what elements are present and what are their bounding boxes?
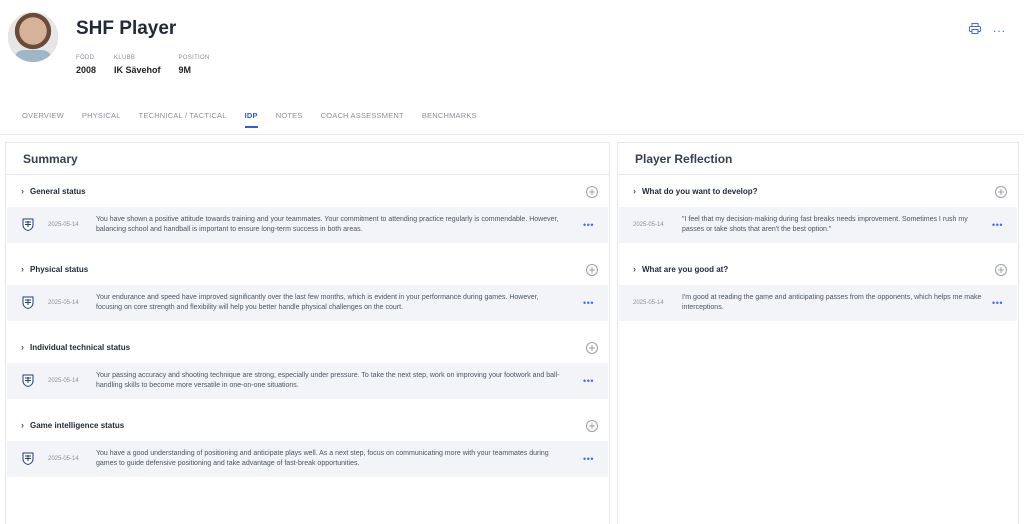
section-title: What do you want to develop?	[642, 186, 758, 196]
meta-value: 9M	[178, 65, 192, 75]
chevron-right-icon: ›	[21, 186, 24, 196]
entry-text: You have a good understanding of positioning and anticipate plays well. As a next step, focus on communicating more with your teammates during games to guide defensive positioning and take advantage of fast-break opportunities.	[96, 450, 549, 467]
entry-date: 2025-05-14	[48, 456, 79, 462]
meta-label: POSITION	[178, 55, 210, 61]
chevron-right-icon: ›	[633, 186, 636, 196]
tab-physical[interactable]: PHYSICAL	[81, 111, 121, 120]
section-header[interactable]	[6, 331, 609, 363]
avatar	[8, 12, 58, 62]
more-options-icon[interactable]: •••	[583, 454, 594, 464]
club-logo-icon	[22, 374, 34, 387]
reflection-title: Player Reflection	[618, 143, 1018, 175]
reflection-entry	[619, 207, 1017, 243]
entry-text: Your endurance and speed have improved significantly over the last few months, which is evident in your performance during games. However, focusing on core strength and flexibility will help you better handle physical challenges on the court.	[96, 294, 539, 311]
entry-date: 2025-05-14	[48, 300, 79, 306]
reflection-section-good-at	[618, 253, 1018, 331]
more-options-icon[interactable]: •••	[583, 298, 594, 308]
add-circle-icon[interactable]	[586, 186, 598, 198]
entry-text: "I feel that my decision-making during fast breaks needs improvement. Sometimes I rush my passes or take shots that aren't the best option."	[682, 216, 968, 233]
reflection-entry	[619, 285, 1017, 321]
chevron-right-icon: ›	[21, 342, 24, 352]
summary-section-physical	[6, 253, 609, 331]
section-title: Game intelligence status	[30, 420, 125, 430]
club-logo-icon	[22, 296, 34, 309]
meta-position	[179, 55, 210, 75]
player-meta	[76, 55, 210, 75]
tab-bar	[22, 111, 477, 126]
chevron-right-icon: ›	[21, 420, 24, 430]
summary-entry	[7, 363, 608, 399]
club-logo-icon	[22, 452, 34, 465]
section-title: Individual technical status	[30, 342, 131, 352]
entry-date: 2025-05-14	[48, 378, 79, 384]
summary-section-general	[6, 175, 609, 253]
more-options-icon[interactable]: ...	[992, 21, 1006, 35]
section-header[interactable]	[6, 409, 609, 441]
section-title: General status	[30, 186, 86, 196]
summary-entry	[7, 285, 608, 321]
section-title: Physical status	[30, 264, 89, 274]
print-icon[interactable]	[969, 23, 981, 34]
tab-coach-assessment[interactable]: COACH ASSESSMENT	[320, 111, 404, 120]
entry-text: You have shown a positive attitude towards training and your teammates. Your commitment to attending practice regularly is commendable. However, balancing school and handball is important to ensure long-term success in both areas.	[96, 216, 559, 233]
meta-value: 2008	[76, 65, 97, 75]
entry-date: 2025-05-14	[48, 222, 79, 228]
add-circle-icon[interactable]	[995, 186, 1007, 198]
meta-club	[114, 55, 161, 75]
reflection-section-develop	[618, 175, 1018, 253]
summary-section-technical	[6, 331, 609, 409]
section-title: What are you good at?	[642, 264, 729, 274]
player-header	[0, 0, 1024, 96]
header-actions	[969, 23, 1006, 34]
tab-technical-tactical[interactable]: TECHNICAL / TACTICAL	[138, 111, 227, 120]
more-options-icon[interactable]: •••	[583, 376, 594, 386]
summary-title: Summary	[6, 143, 609, 175]
reflection-panel	[617, 142, 1019, 524]
summary-entry	[7, 207, 608, 243]
tab-idp[interactable]: IDP	[245, 111, 258, 126]
tab-benchmarks[interactable]: BENCHMARKS	[421, 111, 477, 120]
summary-panel	[5, 142, 610, 524]
section-header[interactable]	[6, 253, 609, 285]
chevron-right-icon: ›	[21, 264, 24, 274]
meta-label: FÖDD	[76, 55, 95, 61]
chevron-right-icon: ›	[633, 264, 636, 274]
summary-section-game-intelligence	[6, 409, 609, 487]
tab-overview[interactable]: OVERVIEW	[22, 111, 64, 120]
section-header[interactable]	[6, 175, 609, 207]
meta-born	[76, 55, 96, 75]
section-header[interactable]	[618, 175, 1018, 207]
add-circle-icon[interactable]	[586, 420, 598, 432]
section-header[interactable]	[618, 253, 1018, 285]
add-circle-icon[interactable]	[586, 342, 598, 354]
entry-text: Your passing accuracy and shooting technique are strong, especially under pressure. To take the next step, work on improving your footwork and ball-handling skills to become more versatile in one-on-one situations.	[96, 372, 560, 389]
add-circle-icon[interactable]	[995, 264, 1007, 276]
header-divider	[0, 134, 1024, 135]
summary-entry	[7, 441, 608, 477]
player-name: SHF Player	[76, 18, 177, 39]
meta-label: KLUBB	[114, 55, 136, 61]
club-logo-icon	[22, 218, 34, 231]
more-options-icon[interactable]: •••	[992, 220, 1003, 230]
entry-text: I'm good at reading the game and anticipating passes from the opponents, which helps me make interceptions.	[682, 294, 982, 311]
more-options-icon[interactable]: •••	[583, 220, 594, 230]
meta-value: IK Sävehof	[114, 65, 161, 75]
more-options-icon[interactable]: •••	[992, 298, 1003, 308]
entry-date: 2025-05-14	[633, 222, 664, 228]
add-circle-icon[interactable]	[586, 264, 598, 276]
entry-date: 2025-05-14	[633, 300, 664, 306]
tab-notes[interactable]: NOTES	[275, 111, 303, 120]
